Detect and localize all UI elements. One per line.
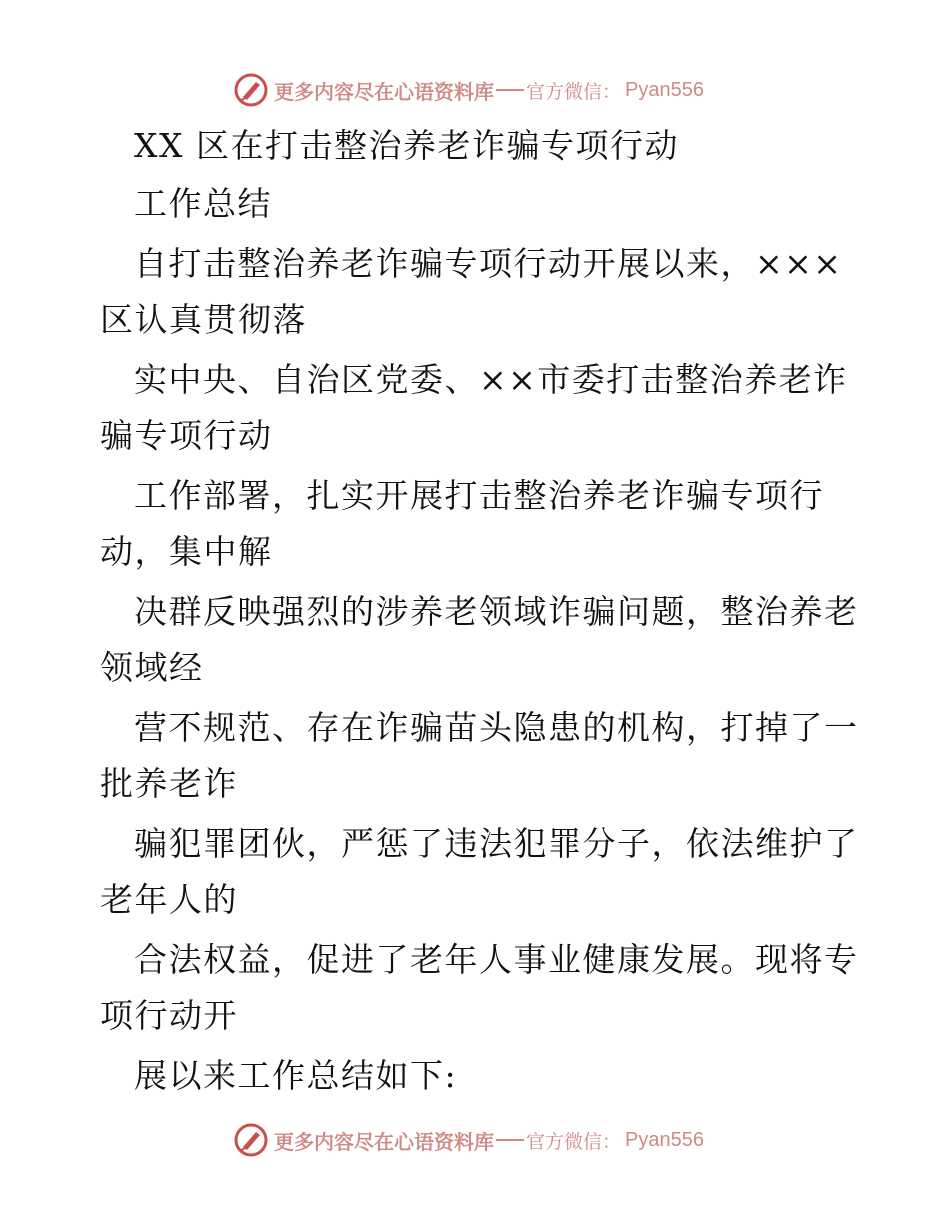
document-title: XX 区在打击整治养老诈骗专项行动: [134, 126, 679, 165]
watermark-separator: [496, 1139, 524, 1141]
paragraph-line: 决群反映强烈的涉养老领域诈骗问题，整治养老: [134, 592, 859, 631]
paragraph-line: 骗犯罪团伙，严惩了违法犯罪分子，依法维护了: [134, 824, 859, 863]
paragraph-line: 老年人的: [100, 880, 238, 919]
watermark-banner-bottom: [234, 1120, 704, 1160]
quill-logo-icon: [234, 1123, 268, 1157]
watermark-separator: [496, 89, 524, 91]
watermark-label: 官方微信：: [526, 1130, 622, 1153]
paragraph-line: 区认真贯彻落: [100, 300, 307, 339]
watermark-text: 更多内容尽在心语资料库: [274, 1129, 494, 1154]
paragraph-line: 自打击整治养老诈骗专项行动开展以来，×××: [134, 244, 843, 283]
paragraph-line: 工作部署，扎实开展打击整治养老诈骗专项行: [134, 476, 824, 515]
paragraph-line: 营不规范、存在诈骗苗头隐患的机构，打掉了一: [134, 708, 859, 747]
paragraph-line: 实中央、自治区党委、××市委打击整治养老诈: [134, 360, 848, 399]
document-subtitle: 工作总结: [134, 184, 272, 223]
paragraph-line: 领域经: [100, 648, 204, 687]
paragraph-line: 动，集中解: [100, 532, 273, 571]
watermark-banner-top: [234, 70, 704, 110]
watermark-label: 官方微信：: [526, 80, 622, 103]
watermark-wechat-id: Pyan556: [625, 78, 704, 101]
paragraph-line: 骗专项行动: [100, 416, 273, 455]
watermark-wechat-id: Pyan556: [625, 1128, 704, 1151]
quill-logo-icon: [234, 73, 268, 107]
paragraph-line: 项行动开: [100, 996, 238, 1035]
paragraph-line: 批养老诈: [100, 764, 238, 803]
paragraph-line: 展以来工作总结如下:: [134, 1056, 458, 1095]
paragraph-line: 合法权益，促进了老年人事业健康发展。现将专: [134, 940, 859, 979]
watermark-text: 更多内容尽在心语资料库: [274, 79, 494, 104]
